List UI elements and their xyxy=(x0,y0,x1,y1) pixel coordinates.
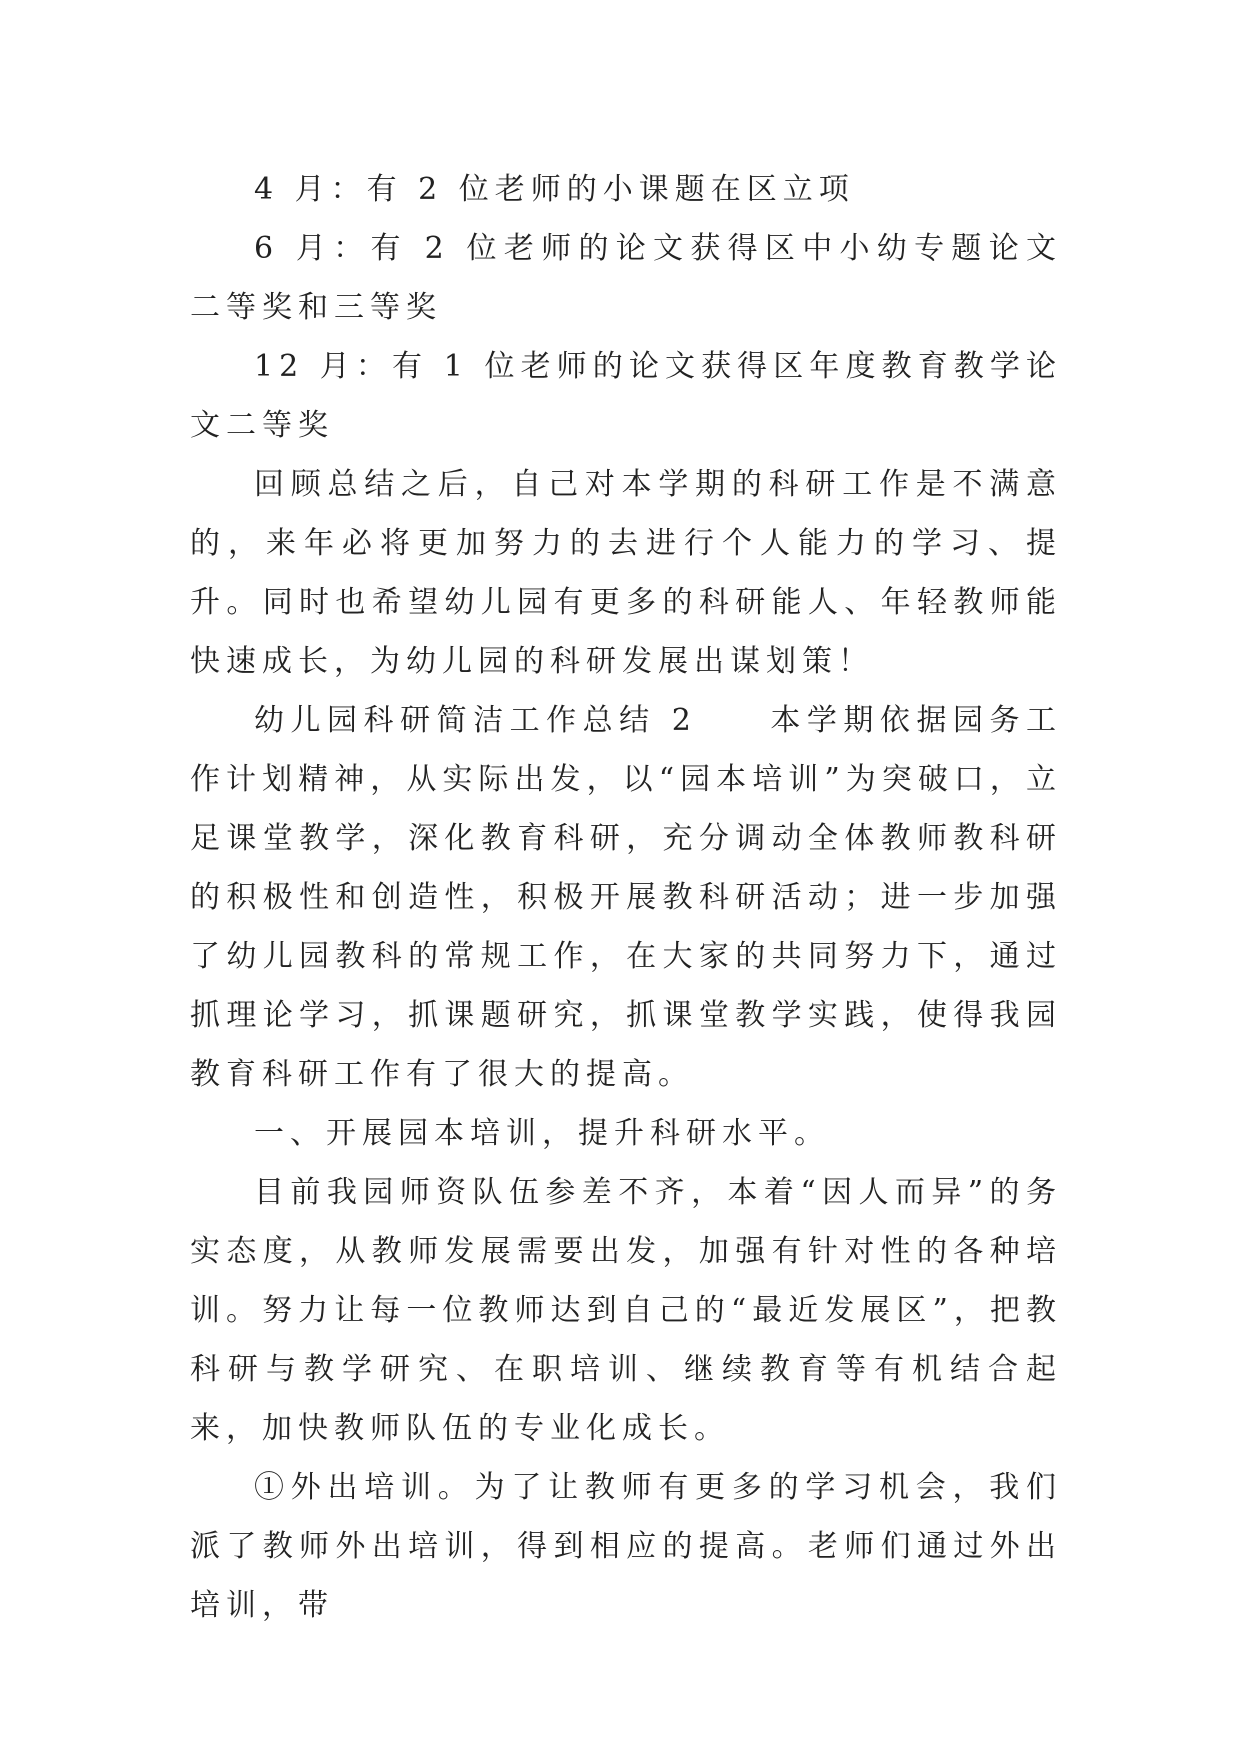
paragraph-june: 6 月：有 2 位老师的论文获得区中小幼专题论文二等奖和三等奖 xyxy=(190,231,1062,325)
paragraph-summary-2: 幼儿园科研简洁工作总结 2 本学期依据园务工作计划精神，从实际出发，以“园本培训”为突破口，立足课堂教学，深化教育科研，充分调动全体教师教科研的积极性和创造性，积极开展教科研活动；进一步加强了幼儿园教科的常规工作，在大家的共同努力下，通过抓理论学习，抓课题研究，抓课堂教学实践，使得我园教育科研工作有了很大的提高。 xyxy=(190,703,1062,1092)
paragraph-review: 回顾总结之后，自己对本学期的科研工作是不满意的，来年必将更加努力的去进行个人能力的学习、提升。同时也希望幼儿园有更多的科研能人、年轻教师能快速成长，为幼儿园的科研发展出谋划策！ xyxy=(190,467,1062,679)
section-heading-1: 一、开展园本培训，提升科研水平。 xyxy=(254,1116,830,1151)
paragraph-external-training: ①外出培训。为了让教师有更多的学习机会，我们派了教师外出培训，得到相应的提高。老师们通过外出培训，带 xyxy=(190,1470,1062,1623)
document-body xyxy=(190,160,1062,1635)
paragraph-april: 4 月：有 2 位老师的小课题在区立项 xyxy=(254,172,855,207)
paragraph-december: 12 月：有 1 位老师的论文获得区年度教育教学论文二等奖 xyxy=(190,349,1062,443)
paragraph-training: 目前我园师资队伍参差不齐，本着“因人而异”的务实态度，从教师发展需要出发，加强有针对性的各种培训。努力让每一位教师达到自己的“最近发展区”，把教科研与教学研究、在职培训、继续教育等有机结合起来，加快教师队伍的专业化成长。 xyxy=(190,1175,1062,1446)
